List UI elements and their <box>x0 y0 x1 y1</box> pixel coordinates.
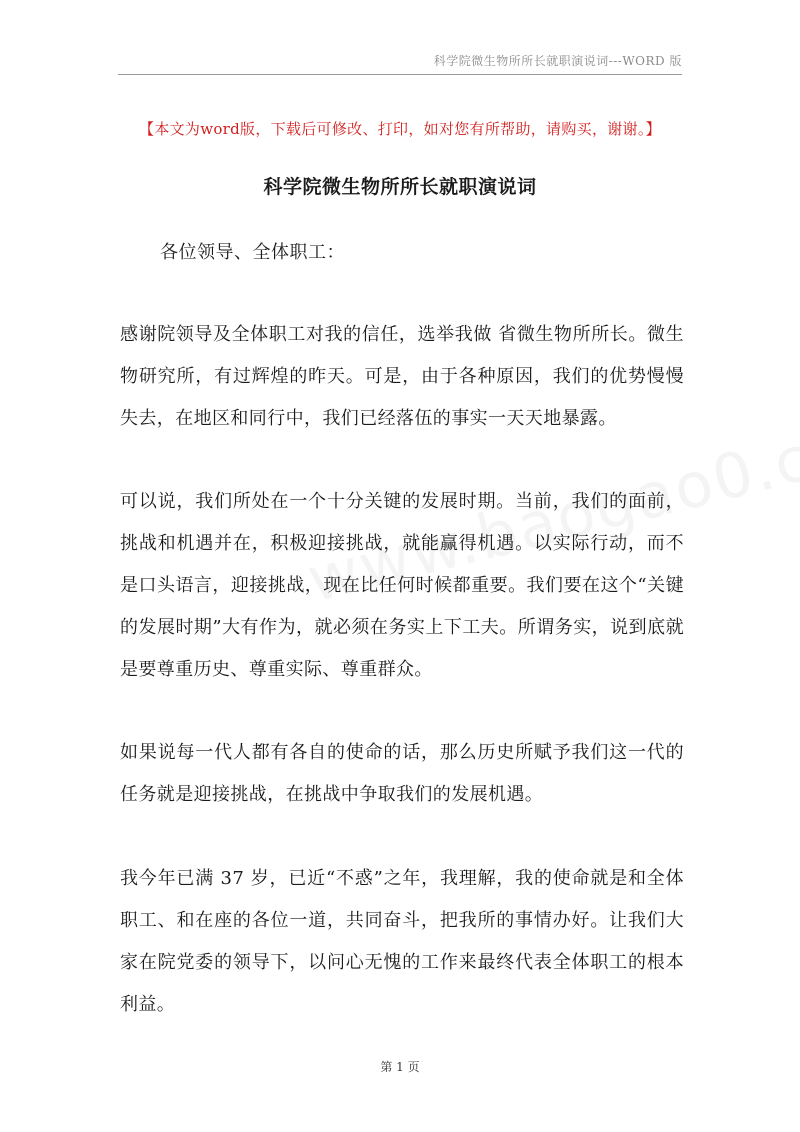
running-header: 科学院微生物所所长就职演说词---WORD 版 <box>433 54 682 68</box>
word-version-notice: 【本文为word版，下载后可修改、打印，如对您有所帮助，请购买，谢谢。】 <box>139 120 661 138</box>
body-paragraph-4: 我今年已满 37 岁，已近“不惑”之年，我理解，我的使命就是和全体职工、和在座的各位一道，共同奋斗，把我所的事情办好。让我们大家在院党委的领导下，以问心无愧的工作来最终代表全体职工的根本利益。 <box>120 868 684 1015</box>
page-number: 第 1 页 <box>380 1060 420 1074</box>
body-paragraph-2: 可以说，我们所处在一个十分关键的发展时期。当前，我们的面前，挑战和机遇并在，积极迎接挑战，就能赢得机遇。以实际行动，而不是口头语言，迎接挑战，现在比任何时候都重要。我们要在这个“关键的发展时期”大有作为，就必须在务实上下工夫。所谓务实，说到底就是要尊重历史、尊重实际、尊重群众。 <box>120 491 684 680</box>
salutation: 各位领导、全体职工： <box>160 242 345 263</box>
document-title: 科学院微生物所所长就职演说词 <box>263 176 537 198</box>
body-paragraph-1: 感谢院领导及全体职工对我的信任，选举我做 省微生物所所长。微生物研究所，有过辉煌的昨天。可是，由于各种原因，我们的优势慢慢失去，在地区和同行中，我们已经落伍的事实一天天地暴露。 <box>120 324 684 429</box>
body-paragraph-3: 如果说每一代人都有各自的使命的话，那么历史所赋予我们这一代的任务就是迎接挑战，在挑战中争取我们的发展机遇。 <box>120 742 684 805</box>
header-divider <box>118 74 682 75</box>
